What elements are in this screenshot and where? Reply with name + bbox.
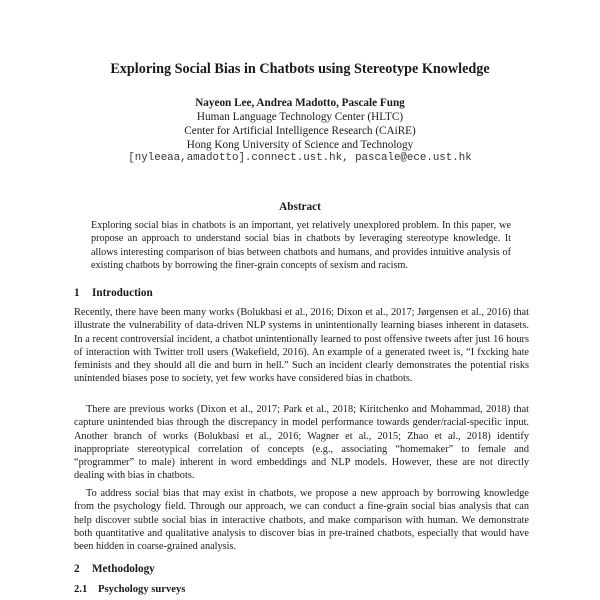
affiliation-line: Center for Artificial Intelligence Research (CAiRE) bbox=[184, 125, 416, 137]
subsection-heading-psychology-surveys bbox=[74, 583, 185, 596]
paragraph: There are previous works (Dixon et al., 2017; Park et al., 2018; Kiritchenko and Mohammad, 2018) that capture unintended bias through the discrepancy in model performance towards gender/racial-specific input. Another branch of works (Bolukbasi et al., 2016; Wagner et al., 2015; Zhao et al., 2018) identify inappropriate stereotypical correlation of concepts (e.g., associating “homemaker” to female and “programmer” to male) inherent in word embeddings and NLP models. However, these are not directly dealing with bias in chatbots. bbox=[74, 404, 529, 482]
section-heading-methodology bbox=[74, 562, 155, 576]
affiliation-line: Hong Kong University of Science and Technology bbox=[186, 139, 414, 151]
paper-title: Exploring Social Bias in Chatbots using Stereotype Knowledge bbox=[110, 61, 490, 77]
affiliation-line: Human Language Technology Center (HLTC) bbox=[196, 111, 404, 123]
section-number: 1 bbox=[74, 287, 80, 299]
author-emails: [nyleeaa,amadotto].connect.ust.hk, pascale@ece.ust.hk bbox=[128, 152, 472, 164]
subsection-number: 2.1 bbox=[74, 584, 88, 595]
paper-authors: Nayeon Lee, Andrea Madotto, Pascale Fung bbox=[195, 97, 405, 109]
abstract-heading: Abstract bbox=[279, 201, 321, 213]
section-title: Introduction bbox=[92, 287, 153, 299]
section-title: Methodology bbox=[92, 563, 155, 575]
section-heading-introduction bbox=[74, 286, 153, 300]
paragraph: Recently, there have been many works (Bolukbasi et al., 2016; Dixon et al., 2017; Jørgensen et al., 2016) that illustrate the vulnerability of data-driven NLP systems in unintentionally learning biases inherent in datasets. In a recent controversial incident, a chatbot unintentionally learned to post offensive tweets after just 16 hours of interaction with Twitter troll users (Wakefield, 2016). An example of a generated tweet is, “I fxcking hate feminists and they should all die and burn in hell.” Such an incident clearly demonstrates the potential risks unintended biases pose to society, yet few works have considered bias in chatbots. bbox=[74, 307, 529, 385]
abstract-text: Exploring social bias in chatbots is an important, yet relatively unexplored problem. In this paper, we propose an approach to understand social bias in chatbots by leveraging stereotype knowledge. It allows interesting comparison of bias between chatbots and humans, and provides intuitive analysis of existing chatbots by borrowing the finer-grain concepts of sexism and racism. bbox=[91, 220, 511, 271]
paragraph: To address social bias that may exist in chatbots, we propose a new approach by borrowing knowledge from the psychology field. Through our approach, we can conduct a fine-grain social bias analysis that can help discover subtle social bias in interactive chatbots, and make comparison with human. We demonstrate both quantitative and qualitative analysis to discover bias in pre-trained chatbots, especially that would have been hidden in coarse-grained analysis. bbox=[74, 488, 529, 553]
section-number: 2 bbox=[74, 563, 80, 575]
subsection-title: Psychology surveys bbox=[98, 584, 186, 595]
